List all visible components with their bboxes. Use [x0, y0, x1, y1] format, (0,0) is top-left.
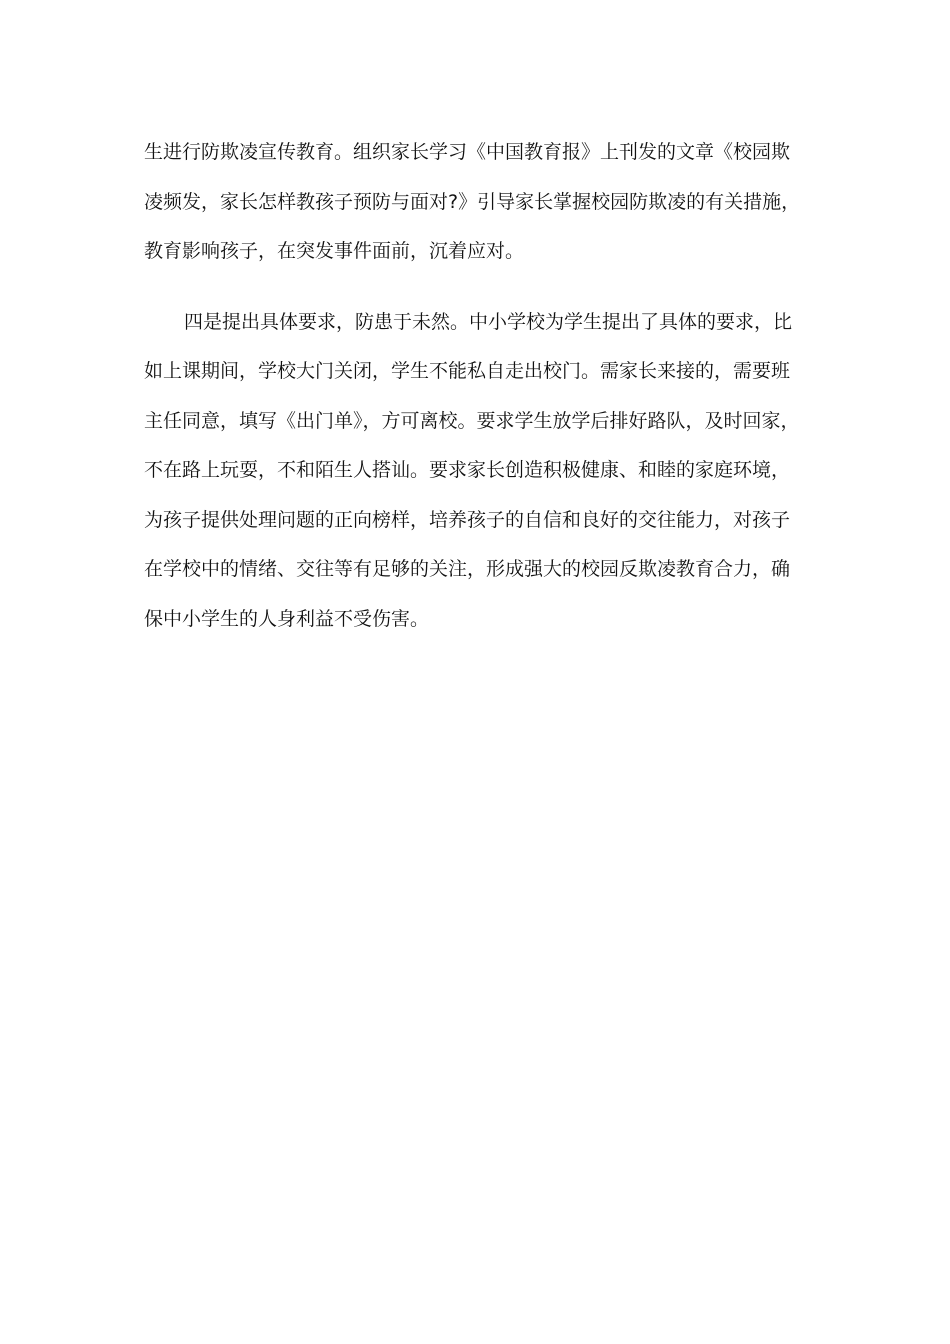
text-line: 教育影响孩子，在突发事件面前，沉着应对。 — [144, 240, 525, 262]
paragraph-spacer — [144, 277, 834, 298]
text-line: 保中小学生的人身利益不受伤害。 — [144, 607, 430, 630]
text-line: 不在路上玩耍，不和陌生人搭讪。要求家长创造积极健康、和睦的家庭环境， — [144, 459, 791, 481]
text-line: 主任同意，填写《出门单》，方可离校。要求学生放学后排好路队，及时回家， — [144, 409, 800, 432]
document-body — [144, 128, 834, 644]
text-line: 凌频发，家长怎样教孩子预防与面对?》引导家长掌握校园防欺凌的有关措施， — [144, 190, 801, 213]
text-line: 生进行防欺凌宣传教育。组织家长学习《中国教育报》上刊发的文章《校园欺 — [144, 141, 791, 163]
text-line: 在学校中的情绪、交往等有足够的关注，形成强大的校园反欺凌教育合力，确 — [144, 558, 791, 580]
paragraph-1 — [144, 128, 834, 277]
text-line: 四是提出具体要求，防患于未然。中小学校为学生提出了具体的要求，比 — [184, 310, 793, 333]
text-line: 如上课期间，学校大门关闭，学生不能私自走出校门。需家长来接的，需要班 — [144, 360, 791, 382]
paragraph-2 — [144, 298, 834, 645]
text-line: 为孩子提供处理问题的正向榜样，培养孩子的自信和良好的交往能力，对孩子 — [144, 508, 791, 531]
